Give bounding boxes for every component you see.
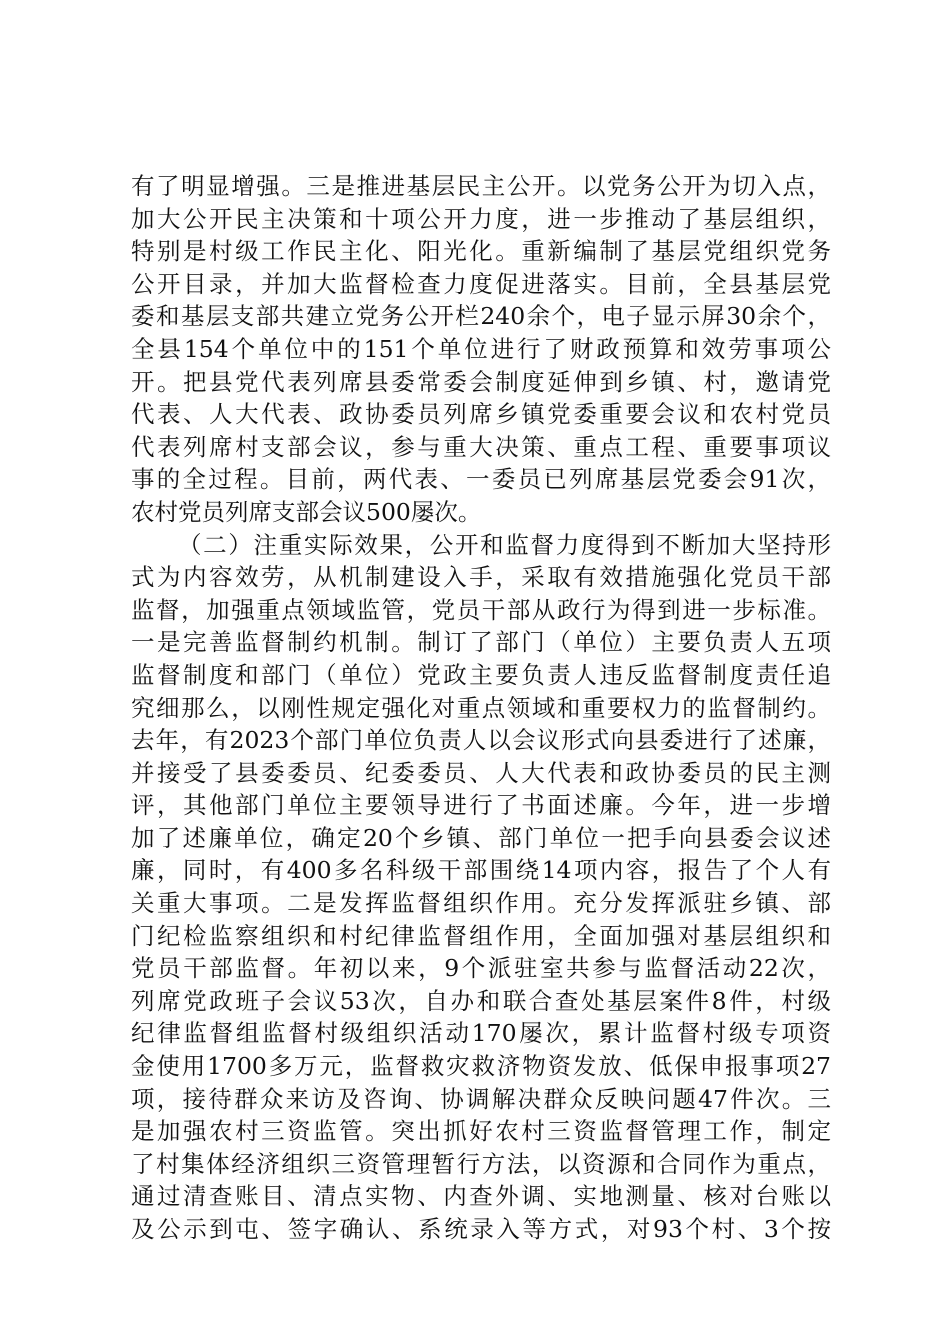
text-line: 了村集体经济组织三资管理暂行方法，以资源和合同作为重点， (131, 1149, 831, 1178)
text-line: 关重大事项。二是发挥监督组织作用。充分发挥派驻乡镇、部 (131, 889, 831, 918)
text-line: 廉，同时，有400多名科级干部围绕14项内容，报告了个人有 (131, 856, 831, 885)
text-line: 一是完善监督制约机制。制订了部门（单位）主要负责人五项 (131, 628, 831, 657)
text-line: 究细那么，以刚性规定强化对重点领域和重要权力的监督制约。 (131, 693, 831, 722)
text-line: 去年，有2023个部门单位负责人以会议形式向县委进行了述廉， (131, 726, 831, 755)
text-line: 并接受了县委委员、纪委委员、人大代表和政协委员的民主测 (131, 758, 831, 787)
text-line: 党员干部监督。年初以来，9个派驻室共参与监督活动22次， (131, 954, 831, 983)
text-line: 事的全过程。目前，两代表、一委员已列席基层党委会91次， (131, 465, 831, 494)
text-line: 全县154个单位中的151个单位进行了财政预算和效劳事项公 (131, 334, 831, 363)
text-line: 开。把县党代表列席县委常委会制度延伸到乡镇、村，邀请党 (131, 367, 831, 396)
text-line: 及公示到屯、签字确认、系统录入等方式，对93个村、3个按 (131, 1215, 831, 1243)
text-line: 代表、人大代表、政协委员列席乡镇党委重要会议和农村党员 (131, 400, 831, 429)
text-line: 门纪检监察组织和村纪律监督组作用，全面加强对基层组织和 (131, 921, 831, 950)
text-line: 委和基层支部共建立党务公开栏240余个，电子显示屏30余个， (131, 302, 831, 331)
text-line: 通过清查账目、清点实物、内查外调、实地测量、核对台账以 (131, 1182, 831, 1211)
text-line: 式为内容效劳，从机制建设入手，采取有效措施强化党员干部 (131, 563, 831, 592)
text-line: 农村党员列席支部会议500屡次。 (131, 497, 482, 526)
text-line: 监督，加强重点领域监管，党员干部从政行为得到进一步标准。 (131, 595, 831, 624)
text-line: 特别是村级工作民主化、阳光化。重新编制了基层党组织党务 (131, 237, 831, 266)
text-line: 加大公开民主决策和十项公开力度，进一步推动了基层组织， (131, 204, 831, 233)
text-line: 是加强农村三资监管。突出抓好农村三资监督管理工作，制定 (131, 1117, 831, 1146)
text-line: 公开目录，并加大监督检查力度促进落实。目前，全县基层党 (131, 269, 831, 298)
text-line: 加了述廉单位，确定20个乡镇、部门单位一把手向县委会议述 (131, 823, 831, 852)
section-heading-line: （二）注重实际效果，公开和监督力度得到不断加大坚持形 (178, 530, 831, 559)
text-line: 评，其他部门单位主要领导进行了书面述廉。今年，进一步增 (131, 791, 831, 820)
body-text (131, 170, 831, 1246)
text-line: 监督制度和部门（单位）党政主要负责人违反监督制度责任追 (131, 660, 831, 689)
text-line: 代表列席村支部会议，参与重大决策、重点工程、重要事项议 (131, 432, 831, 461)
text-line: 纪律监督组监督村级组织活动170屡次，累计监督村级专项资 (131, 1019, 831, 1048)
text-line: 列席党政班子会议53次，自办和联合查处基层案件8件，村级 (131, 986, 831, 1015)
text-line: 有了明显增强。三是推进基层民主公开。以党务公开为切入点， (131, 172, 831, 200)
text-line: 金使用1700多万元，监督救灾救济物资发放、低保申报事项27 (131, 1052, 831, 1081)
text-line: 项，接待群众来访及咨询、协调解决群众反映问题47件次。三 (131, 1084, 831, 1113)
